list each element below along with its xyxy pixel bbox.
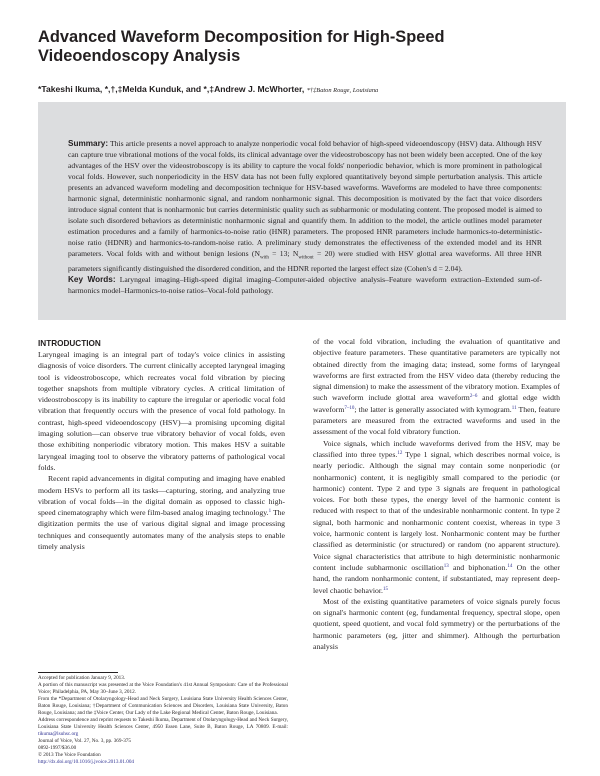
n-with-value: = 13; N xyxy=(268,248,299,258)
ref-link[interactable]: 11 xyxy=(511,405,517,411)
right-paragraph-1 xyxy=(313,336,560,438)
right-p1-b: and glottal edge width waveform xyxy=(313,393,560,414)
abstract-keywords xyxy=(68,275,542,297)
introduction-heading: INTRODUCTION xyxy=(38,339,101,348)
footnote-block xyxy=(38,675,288,766)
intro-paragraph-2 xyxy=(38,473,285,552)
intro-p2-text-a: Recent rapid advancements in digital computing and imaging have enabled modern HSVs to perform all its tasks—capturing, storing, and analyzing true vibration of vocal folds—in the digital domain as opposed to classic high-speed cinematography which were film-based analog imaging technology. xyxy=(38,474,285,518)
right-paragraph-2 xyxy=(313,438,560,596)
footnote-presented: A portion of this manuscript was presented at the Voice Foundation's 41st Annual Symposium: Care of the Professional Voice; Philadelphia, PA, May 30–June 3, 2012. xyxy=(38,682,288,695)
author-names: *Takeshi Ikuma, *,†,‡Melda Kunduk, and *,‡Andrew J. McWhorter, xyxy=(38,84,305,94)
right-paragraph-3: Most of the existing quantitative parameters of voice signals purely focus on signal's harmonic content (eg, fundamental frequency, spectral slope, open quotient, speed quotient, and vocal fold symmetry) or the perturbations of the harmonic parameters (eg, jitter and shimmer). Although the perturbation analysis xyxy=(313,596,560,652)
footnote-from: From the *Department of Otolaryngology-Head and Neck Surgery, Louisiana State University Health Sciences Center, Baton Rouge, Louisiana; †Department of Communication Sciences and Disorders, Louisiana State University, Baton Rouge, Louisiana; and the ‡Voice Center, Our Lady of the Lake Regional Medical Center, Baton Rouge, Louisiana. xyxy=(38,696,288,716)
email-link[interactable]: tikuma@lsuhsc.org xyxy=(38,731,79,737)
ref-link[interactable]: 1 xyxy=(268,509,272,515)
intro-paragraph-1: Laryngeal imaging is an integral part of today's voice clinics in assisting diagnosis of voice disorders. The current clinically accepted laryngeal imaging tool is videostroboscope, which recreates vocal fold vibration by piecing together snapshots from multiple vibratory cycles. A critical limitation of videostroboscopy is its inability to capture the irregular or aperiodic vocal fold vibration that frequently occurs with the presence of vocal fold pathology. In contrast, high-speed videoendoscopy (HSV)—a promising upcoming digital imaging solution—can observe true vibratory behavior of vocal folds, even those exhibiting nonperiodic vibratory motion. This makes HSV a suitable laryngeal imaging tool to observe the vibratory patterns of pathological vocal folds. xyxy=(38,350,285,472)
n-with-subscript: with xyxy=(259,255,269,261)
summary-label: Summary: xyxy=(68,139,109,148)
right-p2-d: On the other hand, the random nonharmonic content, if substantiated, may represent deep-level chaotic behavior. xyxy=(313,562,560,595)
footnote-address xyxy=(38,717,288,738)
n-without-subscript: without xyxy=(298,255,314,261)
footnote-address-text: Address correspondence and reprint requests to Takeshi Ikuma, Department of Otolaryngology-Head and Neck Surgery, Louisiana State University Health Sciences Center, 4950 Essen Lane, Suite B, Baton Rouge, LA 70809. E-mail: xyxy=(38,717,288,730)
intro-p2-text-b: The digitization permits the use of various digital signal and image processing techniques and consequently automates many of the analysis steps to enable timely analysis xyxy=(38,508,285,552)
footnote-journal: Journal of Voice, Vol. 27, No. 3, pp. 369-375 xyxy=(38,738,131,744)
right-p1-a: of the vocal fold vibration, including the evaluation of quantitative and objective feature parameters. These quantitative parameters are typically not obtained directly from the imaging data; instead, some forms of laryngeal waveforms are first extracted from the HSV video data (thereby reducing the signal dimension) to make the assessment of the vibratory motion. Examples of such waveform include glottal area waveform xyxy=(313,337,560,403)
author-line xyxy=(38,84,568,94)
abstract-box xyxy=(38,102,566,320)
abstract-summary xyxy=(68,139,542,275)
right-p1-d: Then, feature parameters are measured from the extracted waveforms and used in the assessment of the vocal fold vibratory function. xyxy=(313,404,560,437)
right-p2-b: Type 1 signal, which describes normal voice, is nearly periodic. Although the signal may contain some nonperiodic (or nonharmonic) content, it is negligibly small compared to the periodic (or harmonic) content. Type 2 and type 3 signals are frequent in pathological voices. For both these types, the energy level of the harmonic content is reduced with respect to that of the undesirable nonharmonic content. In type 2 signal, both harmonic and nonharmonic content coexist, whereas in type 3 voice, harmonic content is largely lost. Nonharmonic content may be further classified as deterministic (or structured) or random (no apparent structure). Voice signal characteristics that attribute to high deterministic nonharmonic content include subharmonic oscillation xyxy=(313,449,561,572)
keywords-text: Laryngeal imaging–High-speed digital imaging–Computer-aided objective analysis–Feature waveform extraction–Extended sum-of-harmonics model–Harmonics-to-noise ratios–Vocal-fold pathology. xyxy=(68,274,543,295)
ref-link[interactable]: 15 xyxy=(382,586,388,592)
right-p2-c: and biphonation. xyxy=(448,562,508,572)
ref-link[interactable]: 12 xyxy=(397,450,403,456)
right-column xyxy=(313,336,560,652)
summary-tail: = 20) were studied with HSV glottal area waveforms. All three HNR parameters significantly distinguished the disordered condition, and the HDNR reported the largest effect size (Cohen's d = 2.04). xyxy=(68,248,542,273)
footnote-divider xyxy=(38,672,118,673)
ref-link[interactable]: 13 xyxy=(443,563,449,569)
article-title: Advanced Waveform Decomposition for High-Speed Videoendoscopy Analysis xyxy=(38,28,445,65)
ref-link[interactable]: 2–6 xyxy=(469,394,478,400)
ref-link[interactable]: 14 xyxy=(507,563,513,569)
doi-link[interactable]: http://dx.doi.org/10.1016/j.jvoice.2013.01.004 xyxy=(38,759,135,765)
footnote-accepted: Accepted for publication January 9, 2013. xyxy=(38,675,126,681)
summary-text: This article presents a novel approach to analyze nonperiodic vocal fold behavior of high-speed videoendoscopy (HSV) data. Although HSV can capture true vibrational motions of the vocal folds, its clinical advantage over the videostroboscopy has not been widely been accepted. One of the key advantages of the HSV over the videostroboscopy is its ability to capture the vocal folds' nonperiodic behavior, which is more prominent in pathological vocal folds. However, such nonperiodicity in the HSV data has not been fully explored quantitatively beyond simple perturbation analysis. This article presents an advanced waveform modeling and decomposition technique for HSV-based waveforms. Waveforms are modeled to have three components: harmonic signal, deterministic nonharmonic signal, and random nonharmonic signal. This decomposition is motivated by the fact that voice disorders introduce signal content that is nonharmonic but carries deterministic quality such as subharmonic or modulating content. The proposed model is aimed to isolate such disordered behaviors as deterministic nonharmonic signal and quantify them. In addition to the model, the article outlines model parameter estimation procedures and a family of harmonics-to-noise ratio (HNR) parameters. The proposed HNR parameters include harmonics-to-deterministic-noise ratio (HDNR) and harmonics-to-random-noise ratio. A preliminary study demonstrates the effectiveness of the extended model and its HNR parameters. Vocal folds with and without benign lesions (N xyxy=(68,139,542,258)
right-p2-a: Voice signals, which include waveforms derived from the HSV, may be classified into three types. xyxy=(313,438,560,459)
footnote-copyright: © 2013 The Voice Foundation xyxy=(38,752,101,758)
keywords-label: Key Words: xyxy=(68,274,116,284)
left-column xyxy=(38,338,285,552)
author-affiliations: *†‡Baton Rouge, Louisiana xyxy=(306,87,379,94)
footnote-issn: 0892-1997/$36.00 xyxy=(38,745,77,751)
ref-link[interactable]: 7–10 xyxy=(344,405,355,411)
right-p1-c: ; the latter is generally associated with kymogram. xyxy=(354,404,512,414)
